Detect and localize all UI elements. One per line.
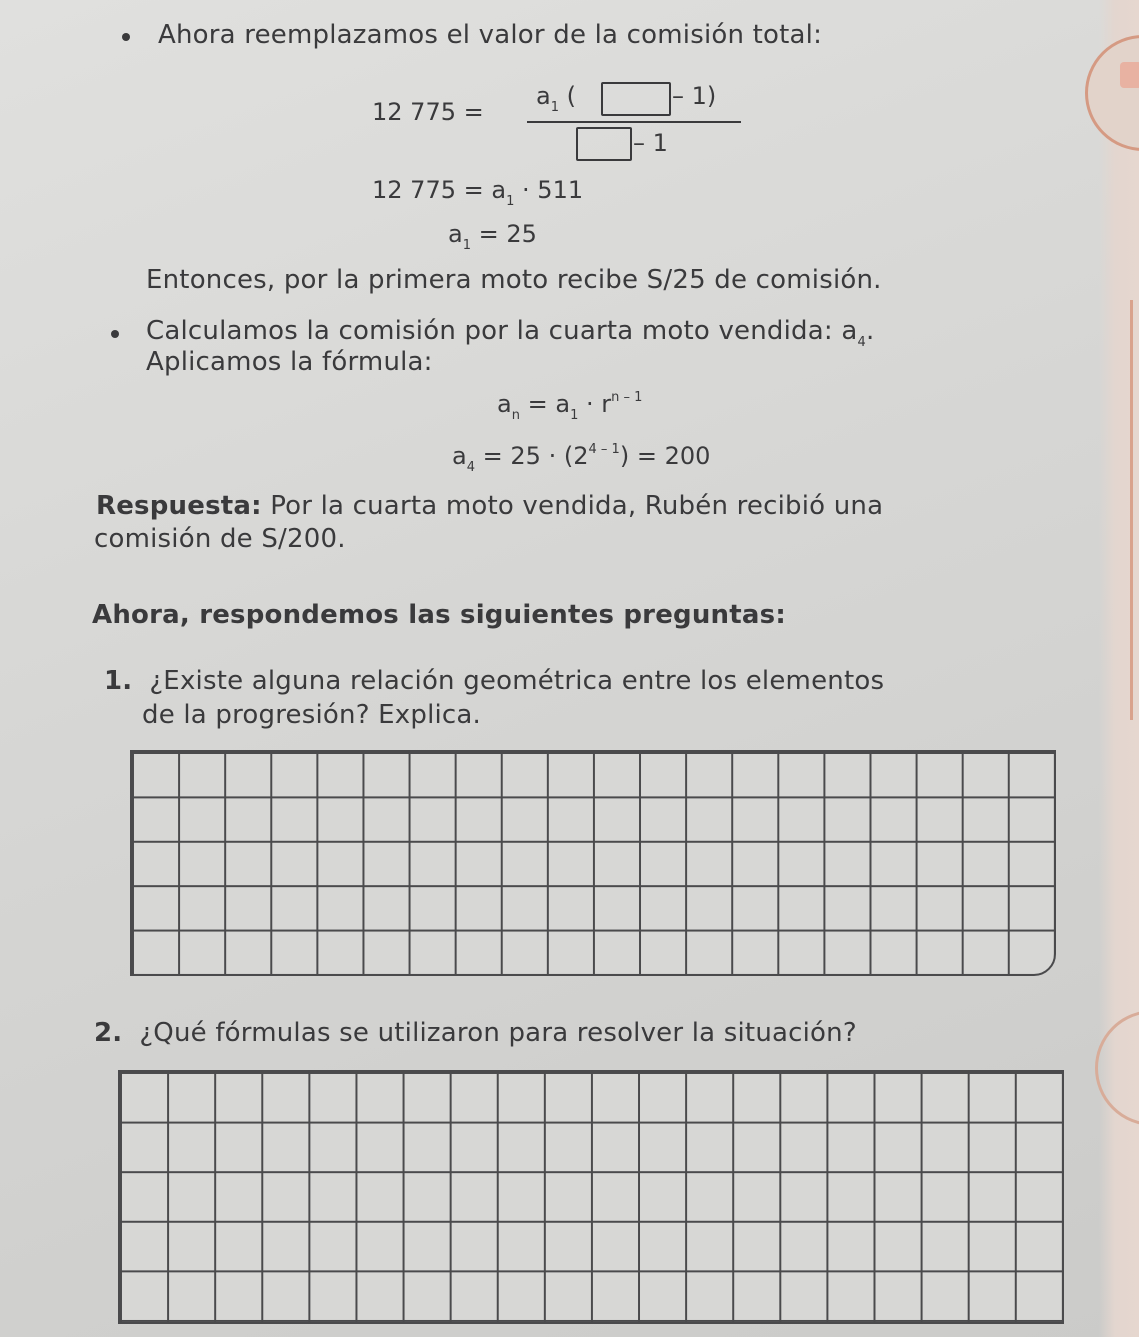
blank-box-numerator <box>601 82 671 116</box>
question-1: 1. ¿Existe alguna relación geométrica entre los elementos <box>104 666 885 696</box>
general-term-formula: $a_n = a_1 \cdot r^{n - 1}$ <box>497 390 643 423</box>
bullet-icon <box>111 330 119 338</box>
step-intro-2: Calculamos la comisión por la cuarta moto vendida: $a_4$. <box>146 316 875 350</box>
equation-3: $a_1 = 25$ <box>448 220 537 253</box>
step-intro-1: Ahora reemplazamos el valor de la comisión total: <box>158 20 823 50</box>
blank-box-denominator <box>576 127 632 161</box>
formula-intro: Aplicamos la fórmula: <box>146 347 433 377</box>
bullet-icon <box>122 33 130 41</box>
page-tab-decoration <box>1085 35 1139 151</box>
answer-grid-1[interactable] <box>130 750 1056 976</box>
page-tab-marker <box>1120 62 1139 88</box>
page-margin-band <box>1099 0 1139 1337</box>
numerator-a1: $a_1$ ( <box>536 82 577 115</box>
equation-2: 12 $775 = a_1 \cdot 511$ <box>372 176 584 209</box>
answer-grid-2[interactable] <box>118 1070 1064 1324</box>
question-1-line-2: de la progresión? Explica. <box>142 700 482 730</box>
questions-heading: Ahora, respondemos las siguientes preguntas: <box>92 600 786 630</box>
fourth-term-computation: $a_4 = 25 \cdot (2^{4 - 1}) = 200$ <box>452 442 711 475</box>
fraction-bar <box>527 121 741 123</box>
answer-line-2: comisión de S/200. <box>94 524 346 554</box>
margin-decoration-line <box>1130 300 1133 720</box>
question-2: 2. ¿Qué fórmulas se utilizaron para resolver la situación? <box>94 1018 857 1048</box>
answer-line-1: Respuesta: Por la cuarta moto vendida, Rubén recibió una <box>96 491 884 521</box>
conclusion-first-moto: Entonces, por la primera moto recibe S/25 de comisión. <box>146 265 882 295</box>
numerator-minus-one: – 1) <box>672 82 717 110</box>
equation-lhs: 12 775 = <box>372 98 484 126</box>
denominator-minus-one: – 1 <box>633 129 668 157</box>
